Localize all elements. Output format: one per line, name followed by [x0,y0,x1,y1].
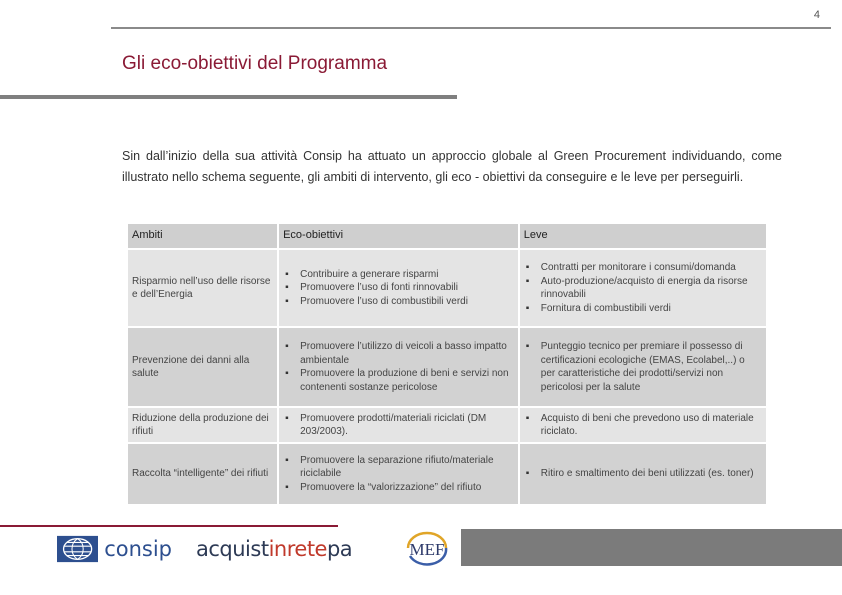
leve-cell [520,444,768,506]
objectives-table [128,224,768,506]
ambito-cell: Risparmio nell’uso delle risorse e dell’Energia [128,250,279,328]
mef-wordmark: MEF [409,540,445,559]
consip-wordmark: consip [104,537,172,561]
leve-cell [520,328,768,408]
eco-cell [279,250,520,328]
footer-divider [0,525,338,527]
eco-cell [279,408,520,444]
table-row [128,444,768,506]
leve-cell [520,408,768,444]
table-row [128,408,768,444]
title-divider [0,95,457,99]
header-eco-obiettivi: Eco-obiettivi [279,224,520,250]
header-ambiti: Ambiti [128,224,279,250]
leve-cell [520,250,768,328]
top-divider [111,27,831,29]
list-item: ▪ Contribuire a generare risparmi [283,268,512,282]
list-item: ▪ Promuovere la produzione di beni e servizi non contenenti sostanze pericolose [283,367,512,394]
acquistinretepa-logo [196,537,352,561]
list-item: ▪ Ritiro e smaltimento dei beni utilizzati (es. toner) [524,467,760,481]
list-item: ▪ Punteggio tecnico per premiare il possesso di certificazioni ecologiche (EMAS, Ecolabel,..) o per caratteristiche dei prodotti/servizi non pericolosi per la salute [524,340,760,394]
table-header-row [128,224,768,250]
intro-paragraph: Sin dall’inizio della sua attività Consip ha attuato un approccio globale al Green Procurement individuando, come illustrato nello schema seguente, gli ambiti di intervento, gli eco - obiettivi da conseguire e le leve per perseguirli. [122,149,782,184]
ambito-cell: Raccolta “intelligente” dei rifiuti [128,444,279,506]
table-row [128,250,768,328]
page-number: 4 [813,9,820,21]
header-leve: Leve [520,224,768,250]
mef-logo [402,530,452,566]
eco-cell [279,328,520,408]
list-item: ▪ Fornitura di combustibili verdi [524,302,760,316]
acq-wordmark-part3: pa [326,537,353,561]
list-item: ▪ Auto-produzione/acquisto di energia da risorse rinnovabili [524,275,760,302]
ambito-cell: Riduzione della produzione dei rifiuti [128,408,279,444]
list-item: ▪ Promuovere l’uso di combustibili verdi [283,295,512,309]
consip-globe-icon [57,535,98,563]
list-item: ▪ Promuovere la “valorizzazione” del rifiuto [283,481,512,495]
ambito-cell: Prevenzione dei danni alla salute [128,328,279,408]
list-item: ▪ Promuovere l’utilizzo di veicoli a basso impatto ambientale [283,340,512,367]
table-row [128,328,768,408]
list-item: ▪ Promuovere la separazione rifiuto/materiale riciclabile [283,454,512,481]
acq-wordmark-part2: inrete [268,537,327,561]
acq-wordmark-part1: acquist [196,537,269,561]
page-title: Gli eco-obiettivi del Programma [122,53,388,74]
list-item: ▪ Acquisto di beni che prevedono uso di materiale riciclato. [524,412,760,439]
list-item: ▪ Promuovere prodotti/materiali riciclati (DM 203/2003). [283,412,512,439]
footer-bar [461,529,842,566]
consip-logo [57,533,172,565]
list-item: ▪ Promuovere l’uso di fonti rinnovabili [283,281,512,295]
list-item: ▪ Contratti per monitorare i consumi/domanda [524,261,760,275]
eco-cell [279,444,520,506]
